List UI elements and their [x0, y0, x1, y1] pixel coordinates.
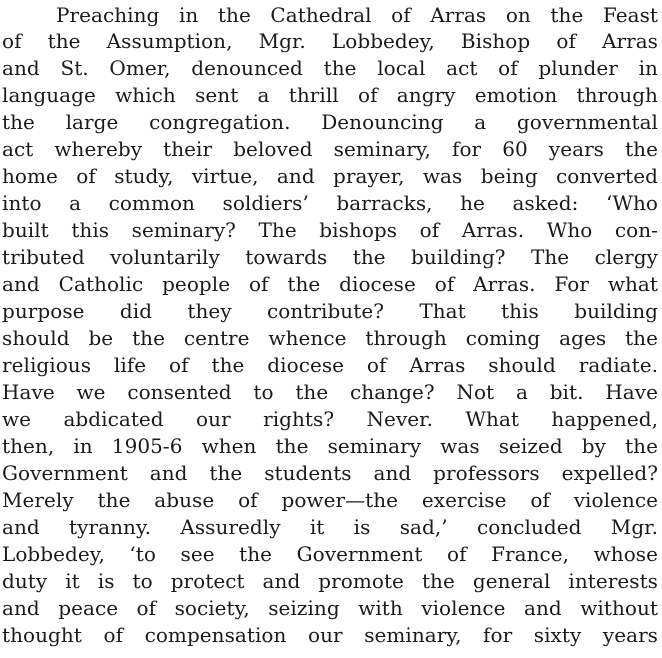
- text-line-18: Government and the students and professors expelled?: [2, 461, 658, 485]
- text-line-10: tributed voluntarily towards the building? The clergy: [2, 245, 658, 269]
- text-line-9: built this seminary? The bishops of Arras. Who con-: [2, 218, 658, 242]
- text-line-21: Lobbedey, ‘to see the Government of France, whose: [2, 542, 658, 566]
- text-line-2: of the Assumption, Mgr. Lobbedey, Bishop of Arras: [2, 29, 658, 53]
- text-line-1: Preaching in the Cathedral of Arras on the Feast: [56, 3, 658, 27]
- text-line-13: should be the centre whence through coming ages the: [2, 326, 658, 350]
- text-line-4: language which sent a thrill of angry emotion through: [2, 83, 658, 107]
- text-line-3: and St. Omer, denounced the local act of plunder in: [2, 56, 658, 80]
- text-line-11: and Catholic people of the diocese of Arras. For what: [2, 272, 658, 296]
- text-line-7: home of study, virtue, and prayer, was being converted: [2, 164, 658, 188]
- text-line-14: religious life of the diocese of Arras should radiate.: [2, 353, 658, 377]
- text-line-5: the large congregation. Denouncing a governmental: [2, 110, 658, 134]
- text-line-22: duty it is to protect and promote the general interests: [2, 569, 658, 593]
- text-line-24: thought of compensation our seminary, for sixty years: [2, 623, 658, 647]
- text-line-23: and peace of society, seizing with violence and without: [2, 596, 658, 620]
- text-line-6: act whereby their beloved seminary, for 60 years the: [2, 137, 658, 161]
- text-line-16: we abdicated our rights? Never. What happened,: [2, 407, 658, 431]
- text-line-15: Have we consented to the change? Not a bit. Have: [2, 380, 658, 404]
- text-line-20: and tyranny. Assuredly it is sad,’ concluded Mgr.: [2, 515, 658, 539]
- text-line-12: purpose did they contribute? That this building: [2, 299, 658, 323]
- text-line-8: into a common soldiers’ barracks, he asked: ‘Who: [2, 191, 658, 215]
- text-line-17: then, in 1905-6 when the seminary was seized by the: [2, 434, 658, 458]
- text-line-19: Merely the abuse of power—the exercise of violence: [2, 488, 658, 512]
